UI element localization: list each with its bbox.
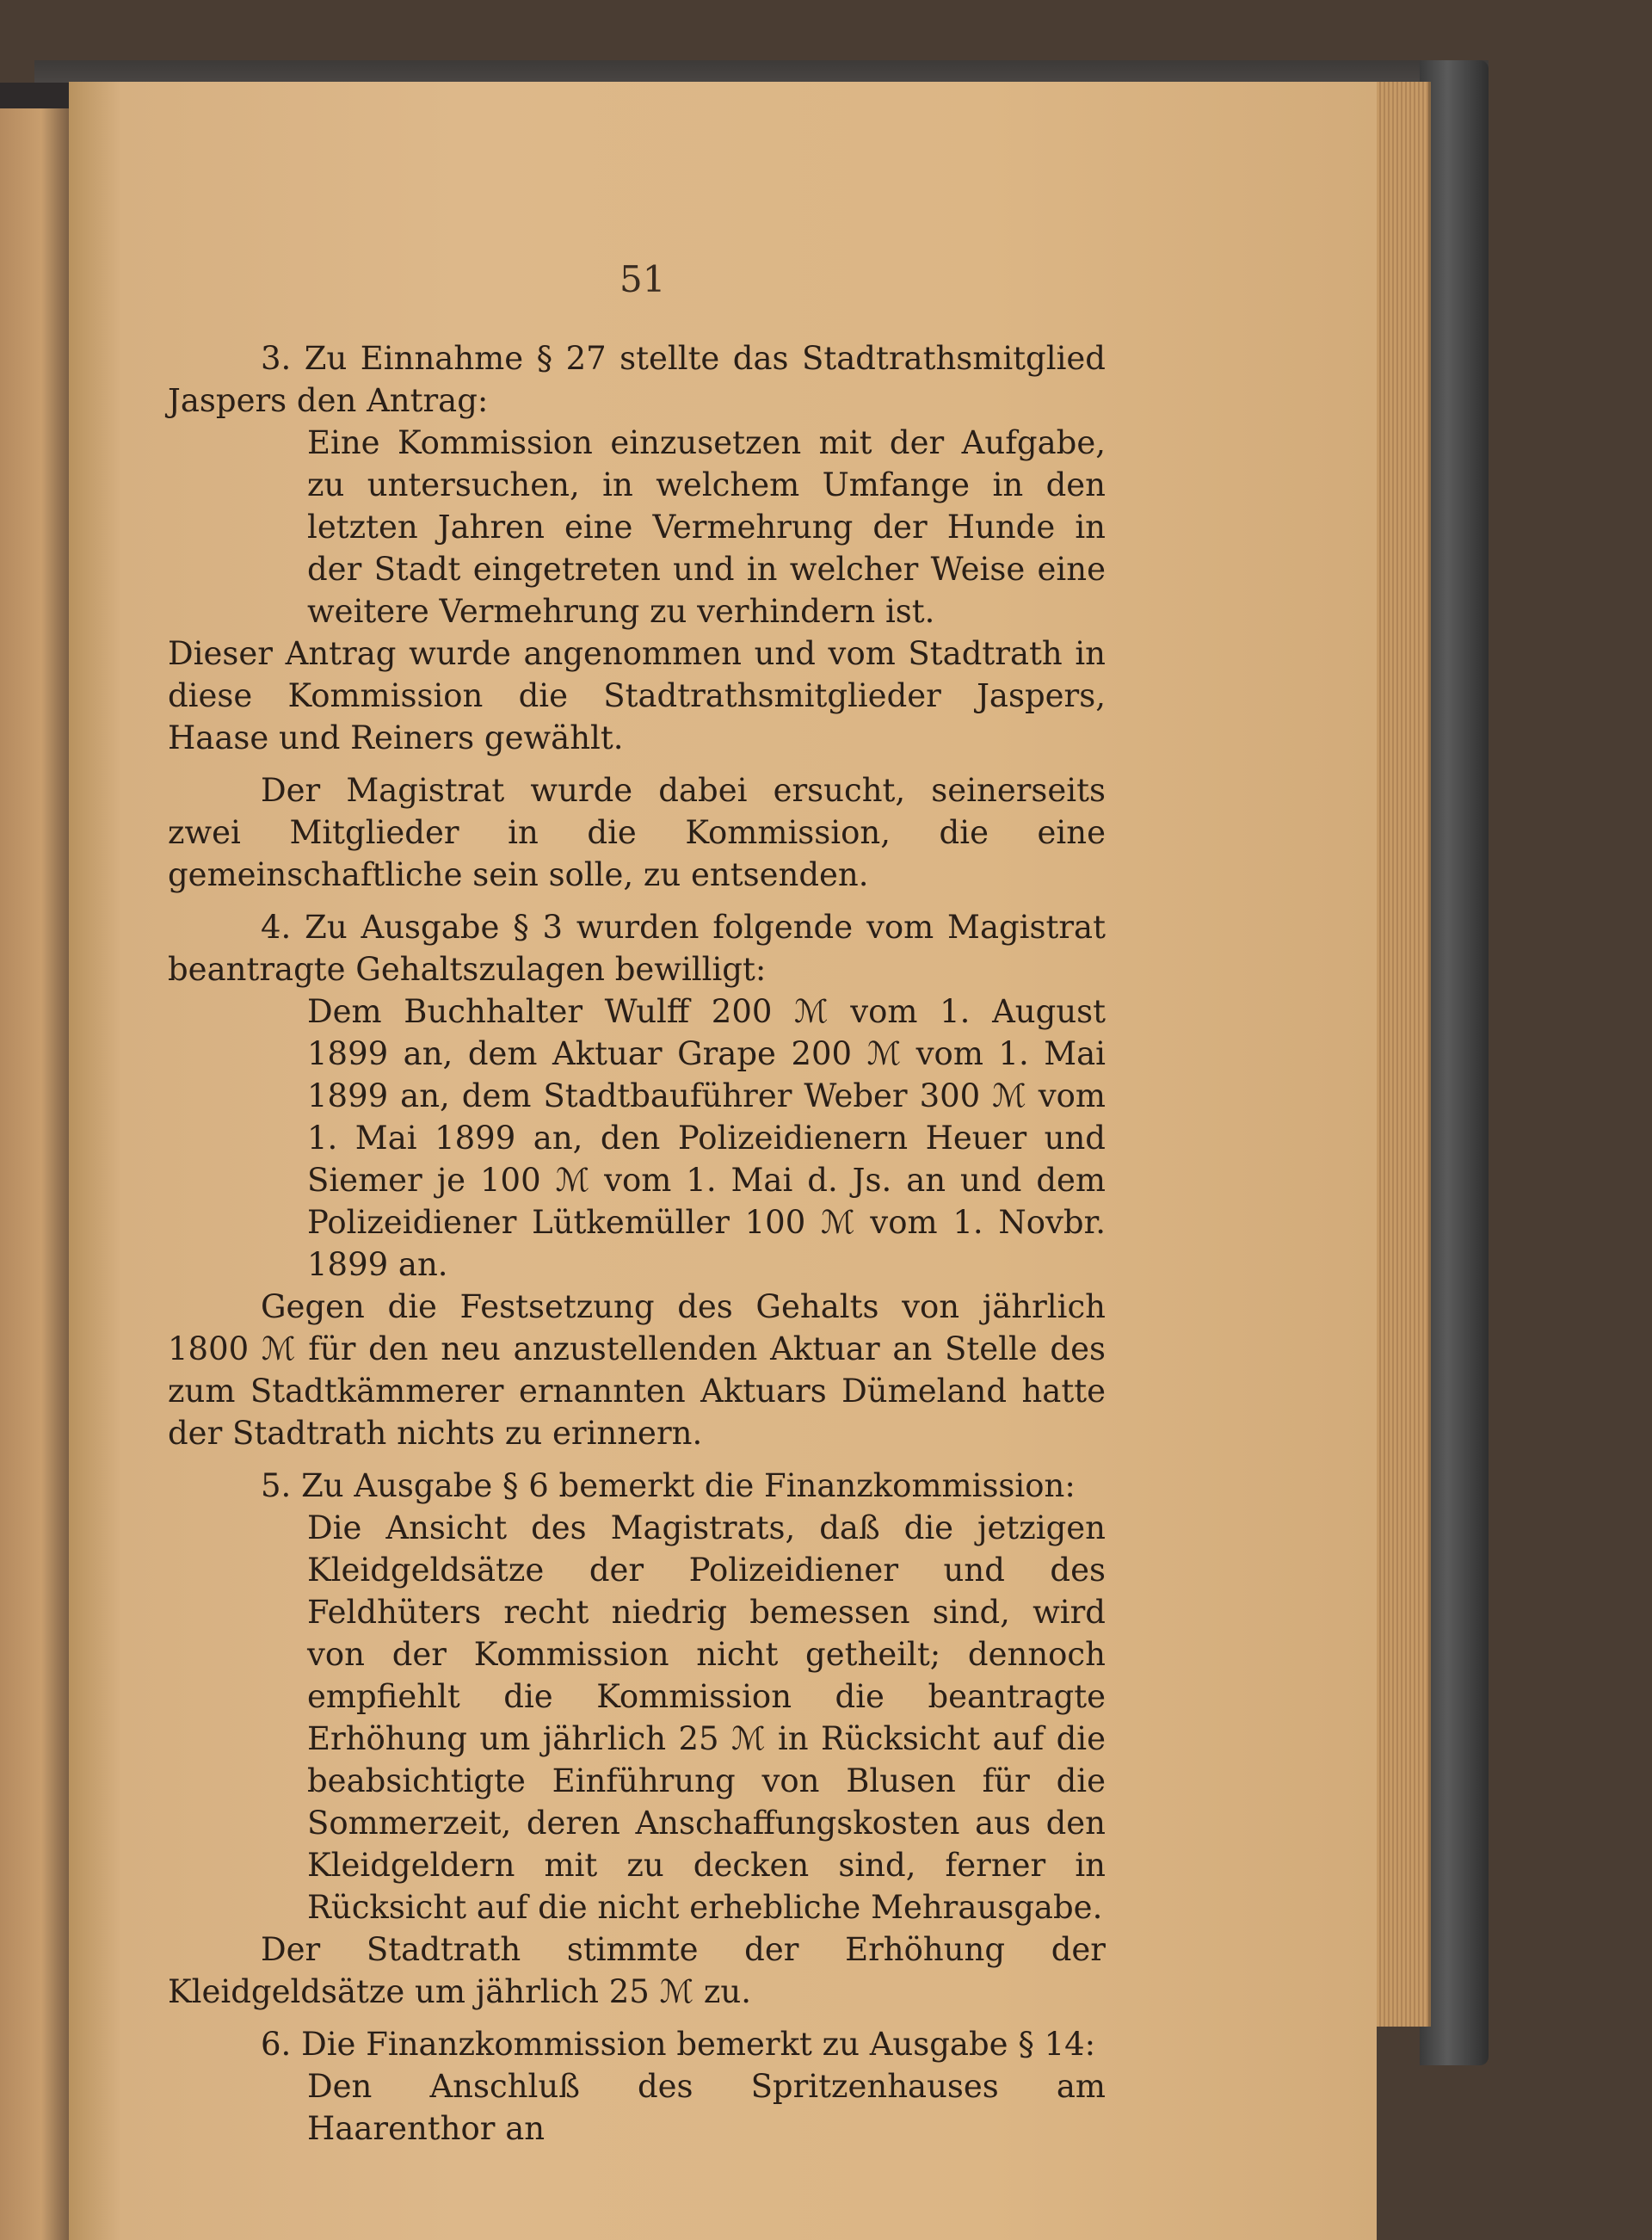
paragraph-2: Eine Kommission einzusetzen mit der Aufgabe, zu untersuchen, in welchem Umfange in den letzten Jahren eine Vermehrung der Hunde in der Stadt eingetreten und in welcher Weise eine weitere Vermehrung zu verhindern ist.	[307, 424, 1106, 630]
left-cover-edge	[0, 83, 69, 108]
paragraph-6: Dem Buchhalter Wulff 200 ℳ vom 1. August 1899 an, dem Aktuar Grape 200 ℳ vom 1. Mai 1899 an, dem Stadtbauführer Weber 300 ℳ vom 1. Mai 1899 an, den Polizeidienern Heuer und Siemer je 100 ℳ vom 1. Mai d. Js. an und dem Polizeidiener Lütkemüller 100 ℳ vom 1. Novbr. 1899 an.	[307, 993, 1106, 1283]
paragraph-10: Der Stadtrath stimmte der Erhöhung der Kleidgeldsätze um jährlich 25 ℳ zu.	[168, 1931, 1106, 2010]
left-page-edge	[0, 95, 69, 2240]
paragraph-9: Die Ansicht des Magistrats, daß die jetzigen Kleidgeldsätze der Polizeidiener und des Feldhüters recht niedrig bemessen sind, wird von der Kommission nicht getheilt; dennoch empfiehlt die Kommission die beantragte Erhöhung um jährlich 25 ℳ in Rücksicht auf die beabsichtigte Einführung von Blusen für die Sommerzeit, deren Anschaffungskosten aus den Kleidgeldern mit zu decken sind, ferner in Rücksicht auf die nicht erhebliche Mehrausgabe.	[307, 1509, 1106, 1926]
page-text	[168, 337, 1106, 2150]
paragraph-5: 4. Zu Ausgabe § 3 wurden folgende vom Magistrat beantragte Gehaltszulagen bewilligt:	[168, 909, 1106, 988]
paragraph-8: 5. Zu Ausgabe § 6 bemerkt die Finanzkommission:	[261, 1467, 1076, 1504]
paragraph-3: Dieser Antrag wurde angenommen und vom Stadtrath in diese Kommission die Stadtrathsmitglieder Jaspers, Haase und Reiners gewählt.	[168, 635, 1106, 756]
paragraph-7: Gegen die Festsetzung des Gehalts von jährlich 1800 ℳ für den neu anzustellenden Aktuar an Stelle des zum Stadtkämmerer ernannten Aktuars Dümeland hatte der Stadtrath nichts zu erinnern.	[168, 1288, 1106, 1452]
page-number: 51	[620, 258, 666, 300]
paragraph-4: Der Magistrat wurde dabei ersucht, seinerseits zwei Mitglieder in die Kommission, die eine gemeinschaftliche sein solle, zu entsenden.	[168, 772, 1106, 893]
paragraph-11: 6. Die Finanzkommission bemerkt zu Ausgabe § 14:	[261, 2026, 1096, 2063]
paragraph-12: Den Anschluß des Spritzenhauses am Haarenthor an	[307, 2068, 1106, 2147]
paragraph-1: 3. Zu Einnahme § 27 stellte das Stadtrathsmitglied Jaspers den Antrag:	[168, 340, 1106, 419]
